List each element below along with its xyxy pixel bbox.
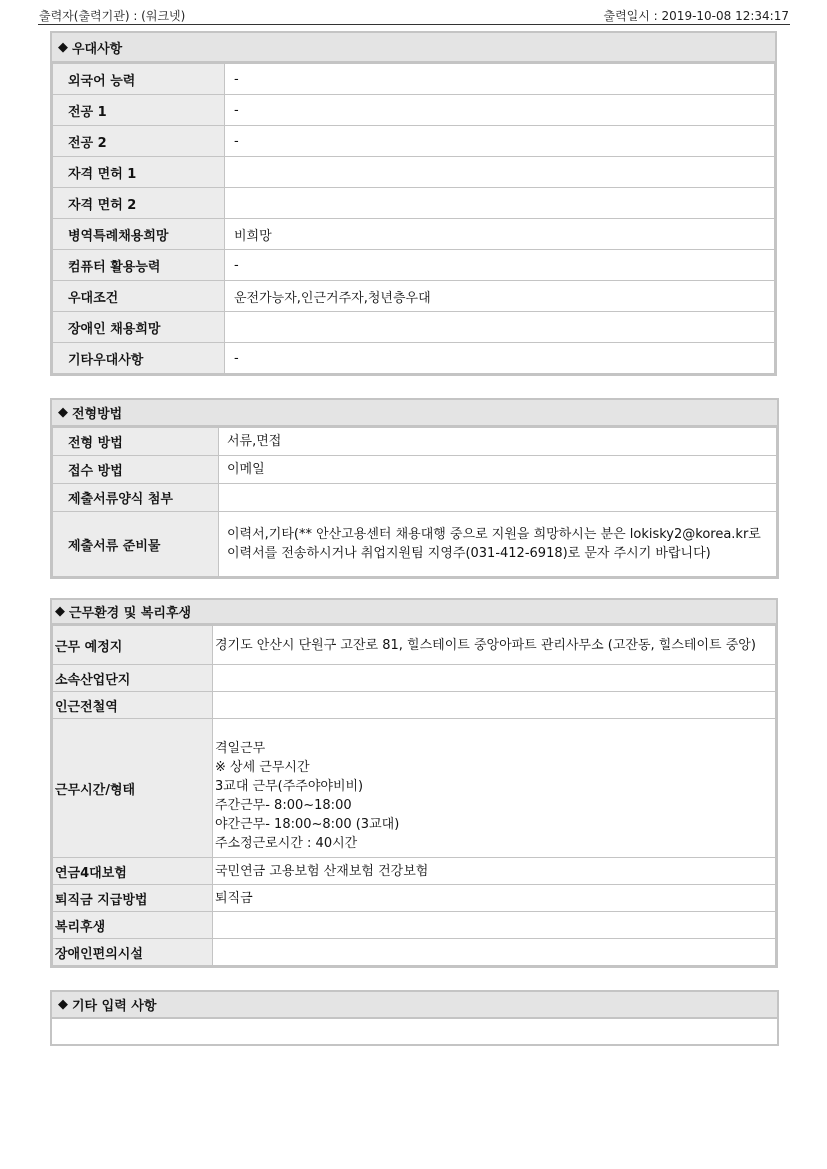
table-row (53, 456, 777, 484)
row-value (213, 939, 776, 966)
schedule-line: 주간근무- 8:00~18:00 (215, 798, 352, 813)
row-label: 장애인편의시설 (53, 939, 213, 966)
section-title-text: 전형방법 (72, 407, 123, 422)
environment-section (50, 598, 778, 968)
row-label: 전형 방법 (53, 428, 219, 456)
table-row (53, 428, 777, 456)
row-label: 접수 방법 (53, 456, 219, 484)
table-row (53, 250, 775, 281)
row-value (225, 312, 775, 343)
row-value (213, 912, 776, 939)
section-title (52, 992, 777, 1019)
row-value (225, 157, 775, 188)
row-label: 컴퓨터 활용능력 (53, 250, 225, 281)
row-value: 이력서,기타(** 안산고용센터 채용대행 중으로 지원을 희망하시는 분은 lokisky2@korea.kr로 이력서를 전송하시거나 취업지원팀 지영주(031-412-6918)로 문자 주시기 바랍니다) (219, 512, 777, 577)
row-value: 운전가능자,인근거주자,청년층우대 (225, 281, 775, 312)
row-label: 자격 면허 1 (53, 157, 225, 188)
row-label: 제출서류양식 첨부 (53, 484, 219, 512)
row-value: - (225, 126, 775, 157)
table-row (53, 95, 775, 126)
row-value (213, 665, 776, 692)
header-divider (38, 24, 526, 25)
row-value: 서류,면접 (219, 428, 777, 456)
section-title (52, 400, 777, 427)
schedule-line: 3교대 근무(주주야야비비) (215, 779, 364, 794)
selection-table (52, 427, 777, 577)
table-row (53, 312, 775, 343)
row-label: 제출서류 준비물 (53, 512, 219, 577)
row-value (219, 484, 777, 512)
table-row (53, 912, 776, 939)
row-label: 기타우대사항 (53, 343, 225, 374)
table-row (53, 885, 776, 912)
section-title-text: 우대사항 (72, 41, 123, 57)
row-value (225, 188, 775, 219)
row-label: 복리후생 (53, 912, 213, 939)
table-row (53, 188, 775, 219)
row-label: 근무 예정지 (53, 626, 213, 665)
row-value: - (225, 95, 775, 126)
print-datetime: 출력일시 : 2019-10-08 12:34:17 (603, 9, 789, 23)
row-value: 퇴직금 (213, 885, 776, 912)
schedule-line: ※ 상세 근무시간 (215, 760, 310, 775)
row-label: 병역특례채용희망 (53, 219, 225, 250)
other-content (52, 1019, 777, 1044)
print-source: 출력자(출력기관) : (워크넷) (39, 9, 186, 23)
table-row (53, 719, 776, 858)
diamond-bullet-icon: ◆ (58, 39, 68, 55)
row-label: 자격 면허 2 (53, 188, 225, 219)
row-label: 전공 2 (53, 126, 225, 157)
other-section (50, 990, 779, 1046)
table-row (53, 665, 776, 692)
table-row (53, 64, 775, 95)
section-title (52, 33, 775, 63)
diamond-bullet-icon: ◆ (58, 405, 68, 420)
table-row (53, 692, 776, 719)
section-title-text: 기타 입력 사항 (72, 999, 157, 1014)
row-label: 소속산업단지 (53, 665, 213, 692)
schedule-line: 격일근무 (215, 741, 266, 756)
row-value: 경기도 안산시 단원구 고잔로 81, 힐스테이트 중앙아파트 관리사무소 (고잔동, 힐스테이트 중앙) (213, 626, 776, 665)
diamond-bullet-icon: ◆ (55, 604, 65, 619)
row-label: 인근전철역 (53, 692, 213, 719)
table-row (53, 626, 776, 665)
row-value: 이메일 (219, 456, 777, 484)
selection-section (50, 398, 779, 579)
row-value: - (225, 64, 775, 95)
schedule-line: 야간근무- 18:00~8:00 (3교대) (215, 817, 400, 832)
table-row (53, 281, 775, 312)
row-label: 근무시간/형태 (53, 719, 213, 858)
row-label: 전공 1 (53, 95, 225, 126)
row-value: 비희망 (225, 219, 775, 250)
table-row (53, 858, 776, 885)
row-value (213, 719, 776, 858)
environment-table (52, 625, 776, 966)
row-value (213, 692, 776, 719)
row-value: - (225, 343, 775, 374)
table-row (53, 484, 777, 512)
section-title-text: 근무환경 및 복리후생 (69, 606, 192, 621)
diamond-bullet-icon: ◆ (58, 997, 68, 1012)
preferences-table (52, 63, 775, 374)
table-row (53, 939, 776, 966)
row-label: 외국어 능력 (53, 64, 225, 95)
row-value: 국민연금 고용보험 산재보험 건강보험 (213, 858, 776, 885)
row-label: 연금4대보험 (53, 858, 213, 885)
header-divider (526, 24, 790, 25)
row-value: - (225, 250, 775, 281)
table-row (53, 219, 775, 250)
table-row (53, 157, 775, 188)
table-row (53, 512, 777, 577)
row-label: 장애인 채용희망 (53, 312, 225, 343)
table-row (53, 126, 775, 157)
preferences-section (50, 31, 777, 376)
row-label: 퇴직금 지급방법 (53, 885, 213, 912)
table-row (53, 343, 775, 374)
row-label: 우대조건 (53, 281, 225, 312)
schedule-line: 주소정근로시간 : 40시간 (215, 836, 358, 851)
section-title (52, 600, 776, 625)
